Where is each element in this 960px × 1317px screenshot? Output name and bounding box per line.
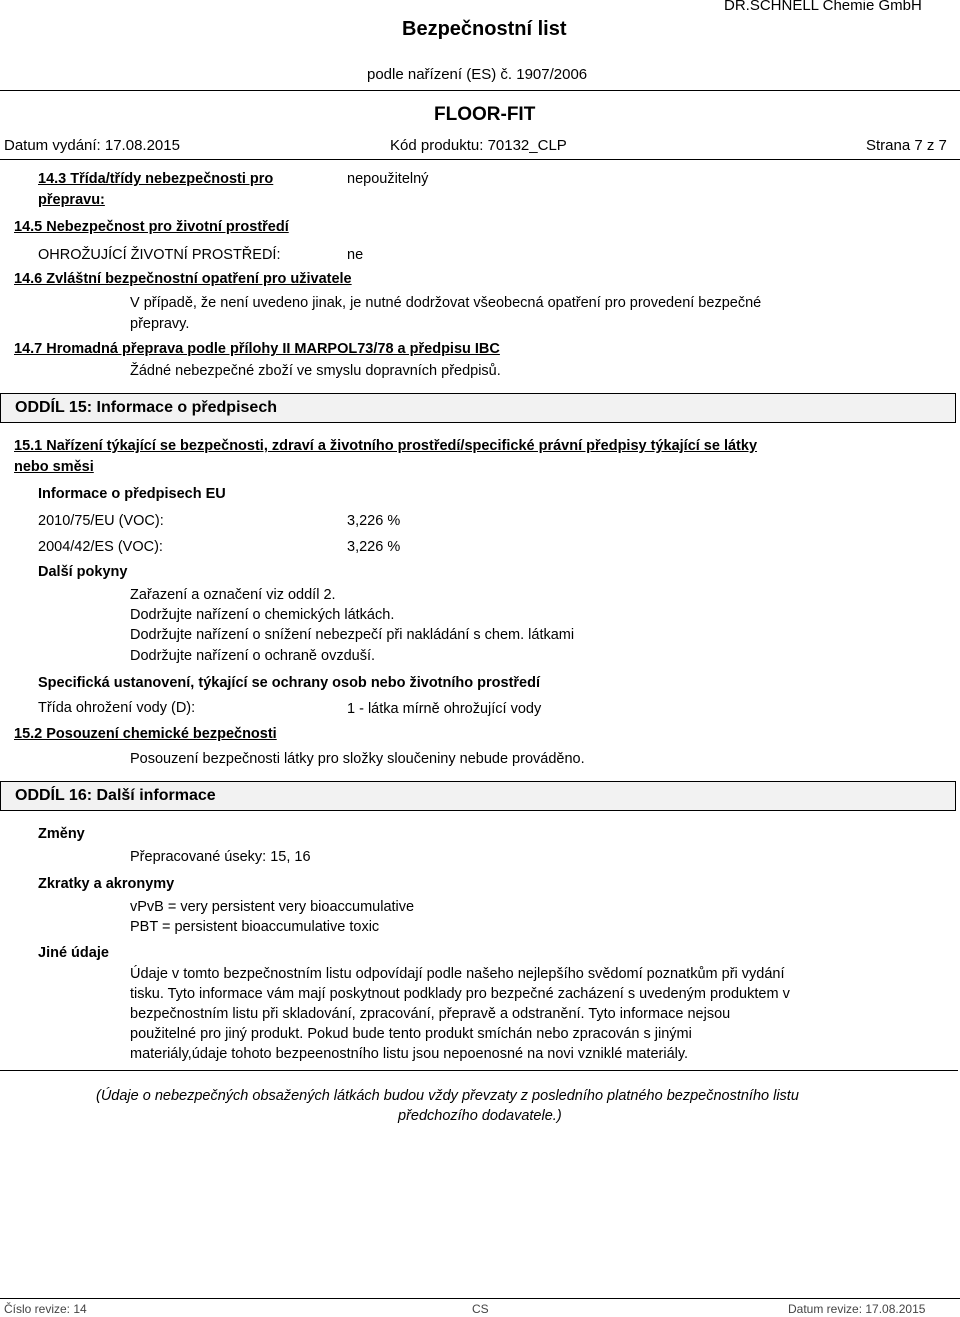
further-instruction-line: Zařazení a označení viz oddíl 2. [130, 587, 336, 603]
environment-hazard-value: ne [347, 247, 364, 263]
footer-rule [0, 1298, 960, 1299]
other-information-line: bezpečnostním listu při skladování, zpracování, přepravě a odstranění. Tyto informace nejsou [130, 1006, 731, 1022]
other-information-line: tisku. Tyto informace vám mají poskytnout podklady pro bezpečné zacházení s uvedeným produktem v [130, 986, 790, 1002]
section-14-5-title: 14.5 Nebezpečnost pro životní prostředí [14, 219, 289, 235]
voc-label-2: 2004/42/ES (VOC): [38, 539, 163, 555]
header-rule-bottom [0, 159, 960, 160]
section-15-1-title-cont: nebo směsi [14, 459, 94, 475]
header-rule-top [0, 90, 960, 91]
water-hazard-label: Třída ohrožení vody (D): [38, 700, 196, 716]
disclaimer-rule [0, 1070, 958, 1071]
further-instruction-line: Dodržujte nařízení o ochraně ovzduší. [130, 648, 376, 664]
other-information-line: Údaje v tomto bezpečnostním listu odpovídají podle našeho nejlepšího svědomí poznatkům při vydání [130, 966, 785, 982]
eu-regulation-info: Informace o předpisech EU [38, 486, 226, 502]
section-14-6-text-cont: přepravy. [130, 316, 190, 332]
water-hazard-value: 1 - látka mírně ohrožující vody [347, 701, 542, 717]
changes-title: Změny [38, 826, 85, 842]
section-14-7-title: 14.7 Hromadná přeprava podle přílohy II MARPOL73/78 a předpisu IBC [14, 341, 500, 357]
voc-value-1: 3,226 % [347, 513, 401, 529]
product-code: Kód produktu: 70132_CLP [390, 137, 567, 154]
section-14-3-title-cont: přepravu: [38, 192, 105, 208]
section-16-heading: ODDÍL 16: Další informace [15, 787, 216, 804]
section-15-header [0, 393, 956, 423]
section-14-6-text: V případě, že není uvedeno jinak, je nutné dodržovat všeobecná opatření pro provedení bezpečné [130, 295, 762, 311]
abbreviation-line: PBT = persistent bioaccumulative toxic [130, 919, 380, 935]
section-16-header [0, 781, 956, 811]
disclaimer-text: (Údaje o nebezpečných obsažených látkách budou vždy převzaty z posledního platného bezpečnostního listu [96, 1088, 799, 1104]
page-number: Strana 7 z 7 [866, 137, 947, 154]
other-information-line: použitelné pro jiný produkt. Pokud bude tento produkt smíchán nebo zpracován s jinými [130, 1026, 692, 1042]
further-instructions-title: Další pokyny [38, 564, 128, 580]
issue-date: Datum vydání: 17.08.2015 [4, 137, 180, 154]
section-15-2-title: 15.2 Posouzení chemické bezpečnosti [14, 726, 277, 742]
specific-provisions-title: Specifická ustanovení, týkající se ochrany osob nebo životního prostředí [38, 675, 540, 691]
company-name: DR.SCHNELL Chemie GmbH [724, 0, 922, 14]
other-information-title: Jiné údaje [38, 945, 109, 961]
environment-hazard-label: OHROŽUJÍCÍ ŽIVOTNÍ PROSTŘEDÍ: [38, 247, 281, 263]
language-code: CS [472, 1302, 489, 1316]
document-title: Bezpečnostní list [402, 18, 567, 40]
product-name: FLOOR-FIT [434, 104, 536, 125]
revision-number: Číslo revize: 14 [4, 1302, 87, 1316]
changes-text: Přepracované úseky: 15, 16 [130, 849, 311, 865]
section-14-7-text: Žádné nebezpečné zboží ve smyslu dopravních předpisů. [130, 363, 501, 379]
voc-value-2: 3,226 % [347, 539, 401, 555]
abbreviations-title: Zkratky a akronymy [38, 876, 175, 892]
further-instruction-line: Dodržujte nařízení o chemických látkách. [130, 607, 395, 623]
section-15-2-text: Posouzení bezpečnosti látky pro složky sloučeniny nebude prováděno. [130, 751, 585, 767]
further-instruction-line: Dodržujte nařízení o snížení nebezpečí při nakládání s chem. látkami [130, 627, 575, 643]
section-14-6-title: 14.6 Zvláštní bezpečnostní opatření pro uživatele [14, 271, 352, 287]
section-15-heading: ODDÍL 15: Informace o předpisech [15, 399, 277, 416]
revision-date: Datum revize: 17.08.2015 [788, 1302, 926, 1316]
disclaimer-text-cont: předchozího dodavatele.) [398, 1108, 562, 1124]
voc-label-1: 2010/75/EU (VOC): [38, 513, 164, 529]
section-14-3-value: nepoužitelný [347, 171, 429, 187]
section-15-1-title: 15.1 Nařízení týkající se bezpečnosti, zdraví a životního prostředí/specifické právní předpisy týkající se látky [14, 438, 758, 454]
regulation-reference: podle nařízení (ES) č. 1907/2006 [367, 66, 588, 83]
abbreviation-line: vPvB = very persistent very bioaccumulative [130, 899, 415, 915]
section-14-3-title: 14.3 Třída/třídy nebezpečnosti pro [38, 171, 274, 187]
other-information-line: materiály,údaje tohoto bezpeenostního listu jsou nepoenosné na novi vzniklé materiály. [130, 1046, 689, 1062]
